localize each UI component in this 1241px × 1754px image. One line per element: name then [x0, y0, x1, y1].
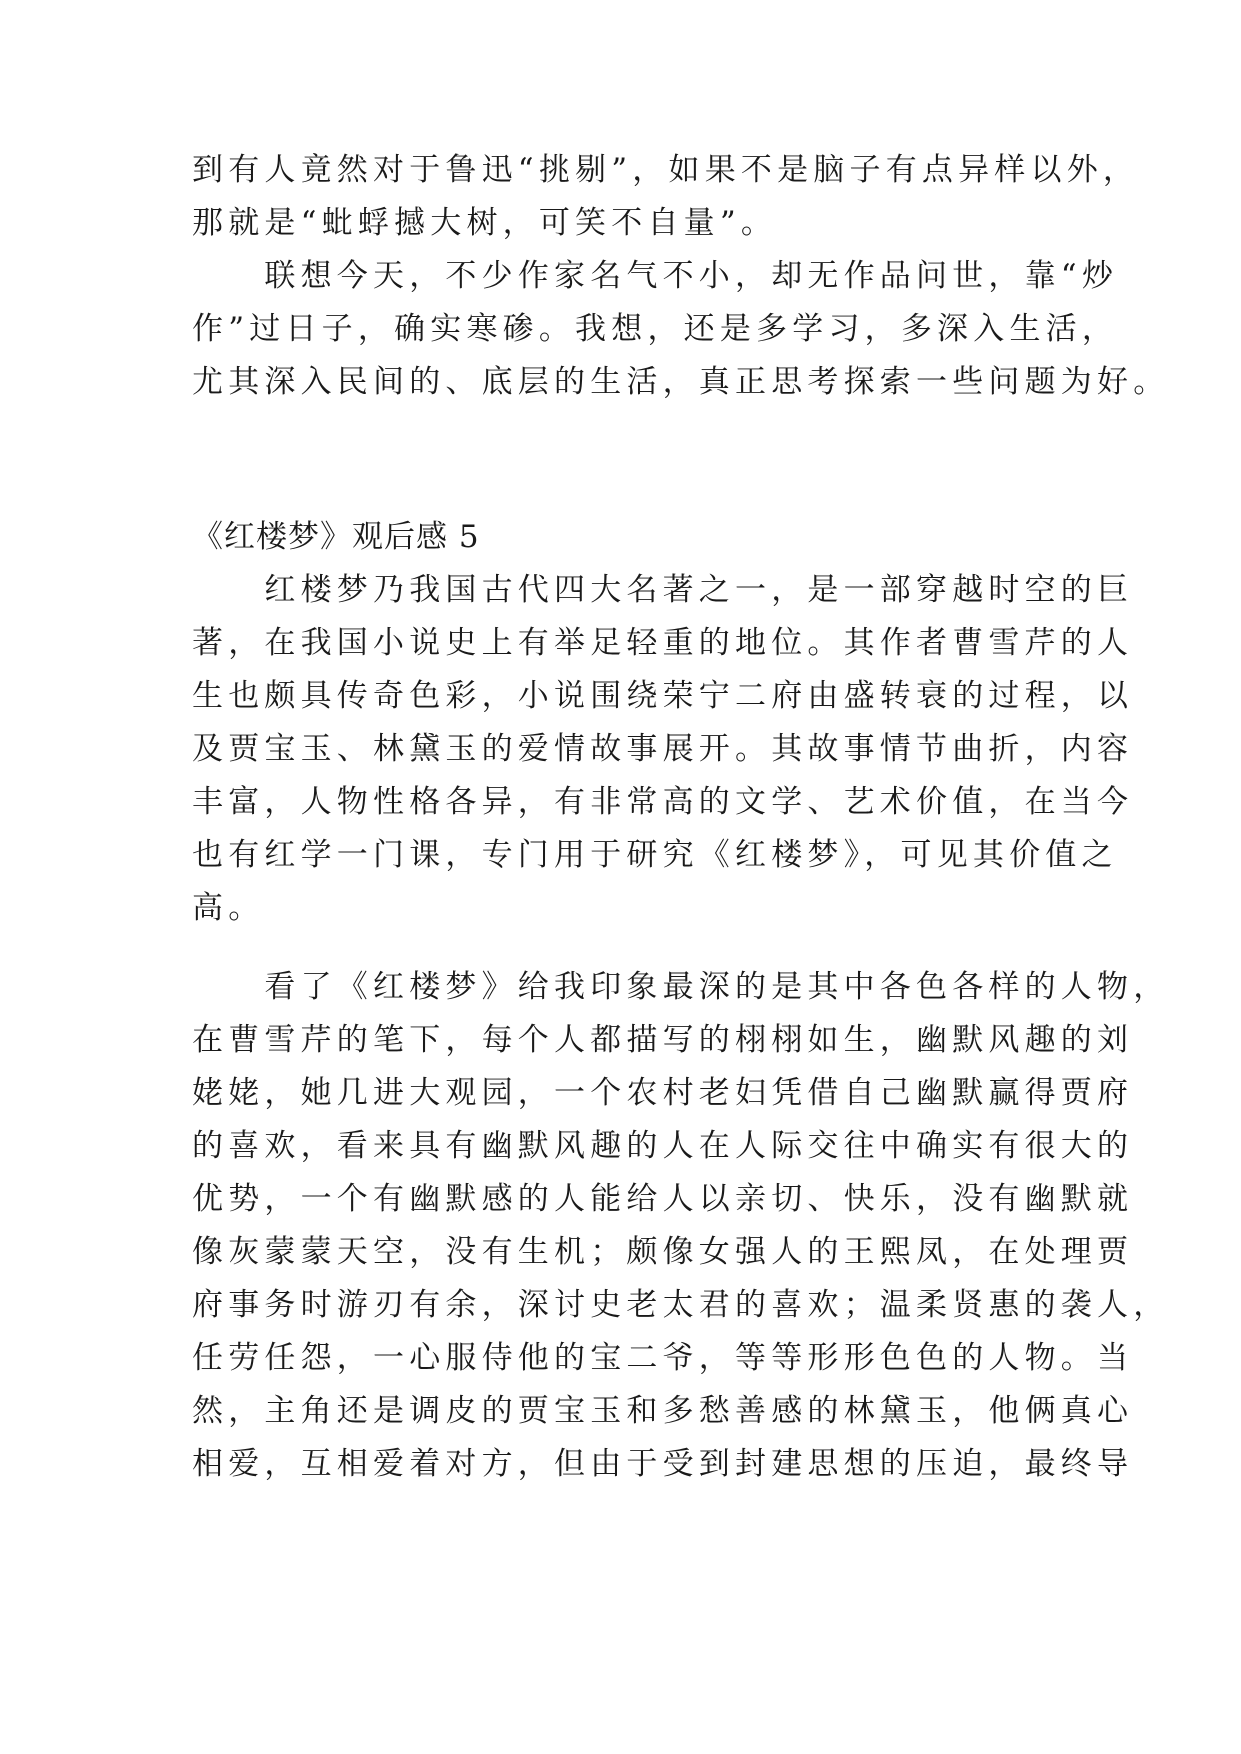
text-line: 尤其深入民间的、底层的生活，真正思考探索一些问题为好。: [192, 364, 1170, 400]
text-line: 然，主角还是调皮的贾宝玉和多愁善感的林黛玉，他俩真心: [192, 1393, 1134, 1429]
paragraph-start-line: 联想今天，不少作家名气不小，却无作品问世，靠“炒: [192, 258, 1119, 294]
text-line: 丰富，人物性格各异，有非常高的文学、艺术价值，在当今: [192, 784, 1134, 820]
text-line: 府事务时游刃有余，深讨史老太君的喜欢；温柔贤惠的袭人，: [192, 1287, 1170, 1323]
text-line: 任劳任怨，一心服侍他的宝二爷，等等形形色色的人物。当: [192, 1340, 1134, 1376]
text-line: 到有人竟然对于鲁迅“挑剔”，如果不是脑子有点异样以外，: [192, 152, 1140, 188]
text-line: 的喜欢，看来具有幽默风趣的人在人际交往中确实有很大的: [192, 1128, 1134, 1164]
text-line: 优势，一个有幽默感的人能给人以亲切、快乐，没有幽默就: [192, 1181, 1134, 1217]
text-line: 相爱，互相爱着对方，但由于受到封建思想的压迫，最终导: [192, 1446, 1134, 1482]
text-line: 生也颇具传奇色彩，小说围绕荣宁二府由盛转衰的过程，以: [192, 678, 1134, 714]
paragraph-start-line: 红楼梦乃我国古代四大名著之一，是一部穿越时空的巨: [192, 572, 1134, 608]
text-line: 姥姥，她几进大观园，一个农村老妇凭借自己幽默赢得贾府: [192, 1075, 1134, 1111]
section-heading: 《红楼梦》观后感 5: [192, 519, 480, 555]
text-line: 著，在我国小说史上有举足轻重的地位。其作者曹雪芹的人: [192, 625, 1134, 661]
text-line: 在曹雪芹的笔下，每个人都描写的栩栩如生，幽默风趣的刘: [192, 1022, 1134, 1058]
text-line: 也有红学一门课，专门用于研究《红楼梦》，可见其价值之: [192, 837, 1118, 873]
text-line: 像灰蒙蒙天空，没有生机；颇像女强人的王熙凤，在处理贾: [192, 1234, 1134, 1270]
text-line: 高。: [192, 890, 265, 926]
text-line: 及贾宝玉、林黛玉的爱情故事展开。其故事情节曲折，内容: [192, 731, 1134, 767]
text-line: 那就是“蚍蜉撼大树，可笑不自量”。: [192, 205, 778, 241]
text-line: 作”过日子，确实寒碜。我想，还是多学习，多深入生活，: [192, 311, 1119, 347]
paragraph-start-line: 看了《红楼梦》给我印象最深的是其中各色各样的人物，: [192, 969, 1170, 1005]
